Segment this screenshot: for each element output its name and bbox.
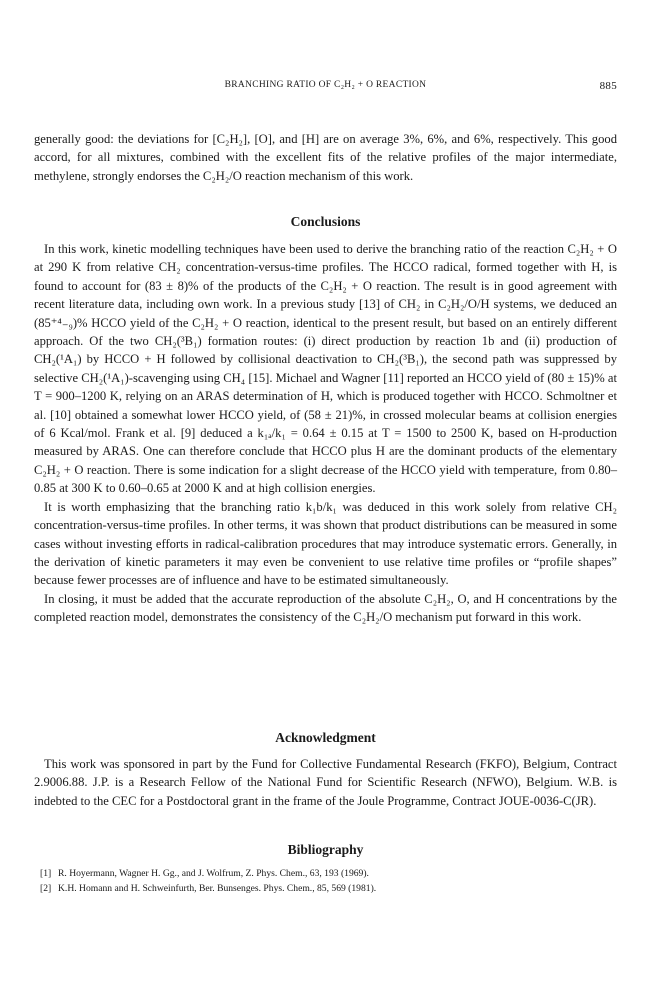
page-number: 885 [599,80,617,92]
running-title: BRANCHING RATIO OF C₂H₂ + O REACTION [224,80,427,90]
reference-item [34,866,617,881]
conclusions-section [34,240,617,627]
reference-number: [1] [40,868,52,879]
running-head [34,80,617,94]
reference-item [34,881,617,896]
bibliography-list [34,866,617,896]
conclusions-heading: Conclusions [290,214,361,229]
intro-section [34,130,617,185]
acknowledgment-paragraph: This work was sponsored in part by the Fund for Collective Fundamental Research (FKFO), Belgium, Contract 2.9006.88. J.P. is a Research Fellow of the National Fund for Scientific Research (NFWO), Belgium. W.B. is indebted to the CEC for a Postdoctoral grant in the frame of the Joule Programme, Contract JOUE-0036-C(JR). [34,757,617,808]
bibliography-heading: Bibliography [287,842,364,857]
acknowledgment-section [34,755,617,810]
acknowledgment-heading: Acknowledgment [275,730,376,745]
reference-number: [2] [40,883,52,894]
conclusions-paragraph-1: In this work, kinetic modelling techniques have been used to derive the branching ratio of the reaction C₂H₂ + O at 290 K from relative CH₂ concentration-versus-time profiles. The HCCO radical, formed together with H, is found to account for (83 ± 8)% of the products of the C₂H₂ + O reaction. The result is in good agreement with recent literature data, including own work. In a previous study [13] of CH₂ in C₂H₂/O/H systems, we deduced an (85⁺⁴₋₉)% HCCO yield of the C₂H₂ + O reaction, identical to the present result, but based on an entirely different approach. Of the two CH₂(³B₁) formation routes: (i) direct production by reaction 1b and (ii) production of CH₂(¹A₁) by HCCO + H followed by collisional deactivation to CH₂(³B₁), the second path was suppressed by selective CH₂(¹A₁)-scavenging using CH₄ [15]. Michael and Wagner [11] reported an HCCO yield of (80 ± 15)% at T = 900–1200 K, relying on an ARAS determination of H, which is produced together with HCCO. Schmoltner et al. [10] obtained a somewhat lower HCCO yield, of (58 ± 21)%, in crossed molecular beams at collision energies of 6 Kcal/mol. Frank et al. [9] deduced a k₁ₐ/k₁ = 0.64 ± 0.15 at T = 1500 to 2500 K, based on H-production measured by ARAS. One can therefore conclude that HCCO plus H are the dominant products of the elementary C₂H₂ + O reaction. There is some indication for a slight decrease of the HCCO yield with temperature, from 0.80–0.85 at 300 K to 0.60–0.65 at 2000 K and at high collision energies. [34,242,617,496]
reference-text: K.H. Homann and H. Schweinfurth, Ber. Bunsenges. Phys. Chem., 85, 569 (1981). [58,883,377,894]
intro-paragraph: generally good: the deviations for [C₂H₂], [O], and [H] are on average 3%, 6%, and 6%, respectively. This good accord, for all mixtures, combined with the excellent fits of the relative profiles of the major intermediate, methylene, strongly endorses the C₂H₂/O reaction mechanism of this work. [34,132,617,183]
conclusions-paragraph-2: It is worth emphasizing that the branching ratio k₁b/k₁ was deduced in this work solely from relative CH₂ concentration-versus-time profiles. In other terms, it was shown that product distributions can be measured in some cases without investing efforts in radical-calibration procedures that may introduce systematic errors. Generally, in the derivation of kinetic parameters it may even be convenient to use relative time profiles or “profile shapes” because fewer processes are of influence and have to be estimated simultaneously. [34,499,617,588]
conclusions-paragraph-3: In closing, it must be added that the accurate reproduction of the absolute C₂H₂, O, and H concentrations by the completed reaction model, demonstrates the consistency of the C₂H₂/O mechanism put forward in this work. [34,591,617,625]
reference-text: R. Hoyermann, Wagner H. Gg., and J. Wolfrum, Z. Phys. Chem., 63, 193 (1969). [58,868,369,879]
